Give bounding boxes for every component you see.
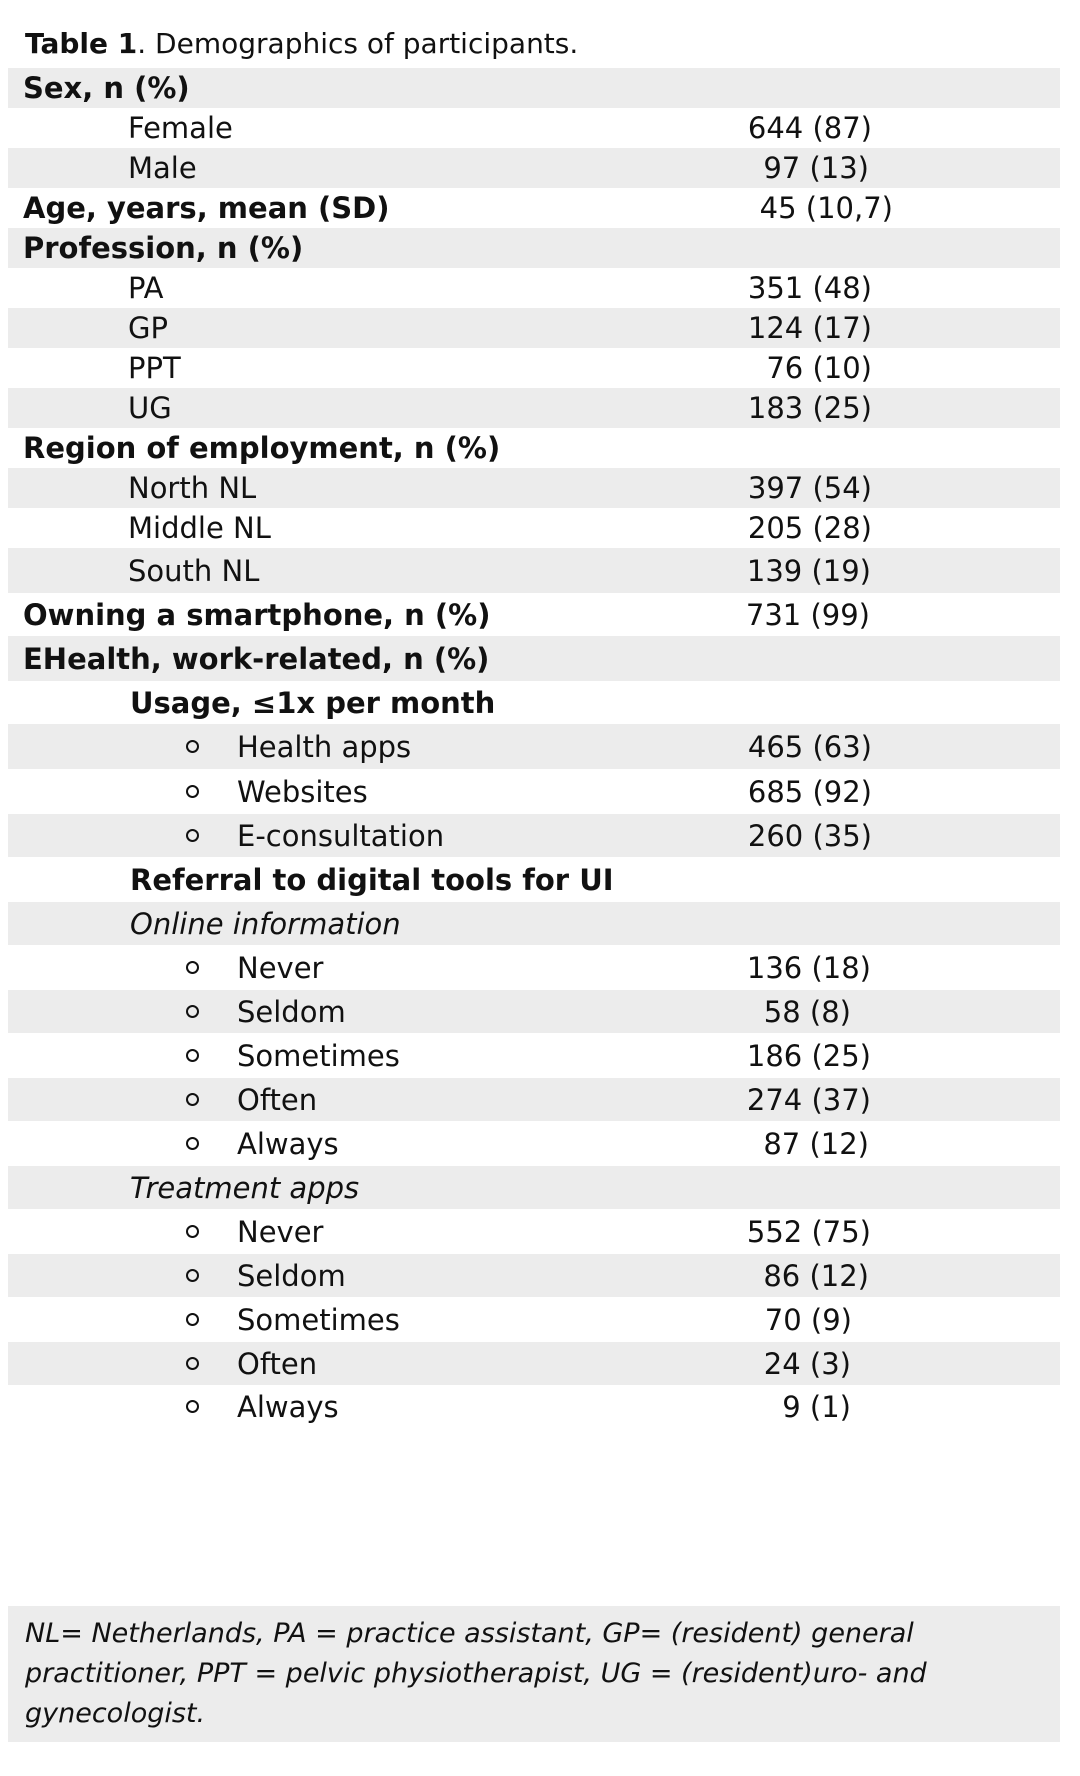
row-value: 397 (54) (747, 471, 872, 505)
row-label: Seldom (237, 1258, 346, 1293)
row-label: UG (128, 391, 172, 425)
row-label: Always (237, 1126, 339, 1161)
row-label: Always (237, 1389, 339, 1424)
row-label: Male (128, 151, 197, 185)
row-value: 76 (10) (766, 351, 872, 385)
row-value: 87 (12) (763, 1126, 869, 1161)
table-row (8, 681, 1060, 724)
row-label: Referral to digital tools for UI (130, 862, 614, 897)
row-value: 552 (75) (746, 1214, 871, 1249)
table-row (8, 1033, 1060, 1078)
row-label: Health apps (237, 729, 412, 764)
table-row (8, 1209, 1060, 1254)
row-value: 9 (1) (782, 1389, 851, 1424)
row-value: 70 (9) (764, 1302, 852, 1337)
row-value: 24 (3) (763, 1346, 851, 1381)
row-label: Sometimes (237, 1038, 400, 1073)
row-label: GP (128, 311, 168, 345)
row-value: 274 (37) (746, 1082, 871, 1117)
row-label: North NL (128, 471, 257, 505)
table-row (8, 68, 1060, 108)
table-row (8, 1121, 1060, 1166)
row-label: Often (237, 1082, 318, 1117)
table-caption-text: . Demographics of participants. (137, 27, 579, 60)
table-row (8, 188, 1060, 228)
row-label: EHealth, work-related, n (%) (23, 641, 490, 676)
table-row (8, 348, 1060, 388)
demographics-table (8, 68, 1060, 1428)
table-row (8, 636, 1060, 681)
row-value: 139 (19) (746, 553, 871, 588)
row-label: Female (128, 111, 233, 145)
table-row (8, 990, 1060, 1033)
table-row (8, 945, 1060, 990)
table-row (8, 428, 1060, 468)
table-caption-label: Table 1 (25, 27, 138, 60)
row-value: 186 (25) (746, 1038, 871, 1073)
row-label: Websites (237, 774, 368, 809)
table-row (8, 508, 1060, 548)
row-label: Treatment apps (130, 1170, 360, 1205)
table-row (8, 1297, 1060, 1342)
table-row (8, 724, 1060, 769)
table-row (8, 1342, 1060, 1385)
table-row (8, 308, 1060, 348)
row-value: 136 (18) (746, 950, 871, 985)
row-value: 45 (10,7) (759, 191, 893, 225)
table-row (8, 1166, 1060, 1209)
row-label: PA (128, 271, 164, 305)
table-row (8, 228, 1060, 268)
row-label: E-consultation (237, 818, 445, 853)
table-row (8, 548, 1060, 593)
row-label: Usage, ≤1x per month (130, 685, 496, 720)
row-label: Profession, n (%) (23, 231, 304, 265)
row-label: Never (237, 1214, 324, 1249)
row-value: 124 (17) (747, 311, 872, 345)
table-row (8, 857, 1060, 902)
row-value: 86 (12) (763, 1258, 869, 1293)
row-value: 97 (13) (763, 151, 869, 185)
table-row (8, 388, 1060, 428)
table-row (8, 814, 1060, 857)
row-label: Often (237, 1346, 318, 1381)
row-value: 205 (28) (747, 511, 872, 545)
table-row (8, 268, 1060, 308)
row-label: South NL (128, 553, 260, 588)
table-row (8, 769, 1060, 814)
table-footnote (8, 1606, 1060, 1742)
table-row (8, 1385, 1060, 1428)
row-label: Online information (130, 906, 401, 941)
row-value: 183 (25) (747, 391, 872, 425)
row-value: 644 (87) (747, 111, 872, 145)
row-label: Sex, n (%) (23, 71, 190, 105)
row-value: 685 (92) (747, 774, 872, 809)
table-caption (25, 24, 578, 64)
table-row (8, 1254, 1060, 1297)
row-label: Region of employment, n (%) (23, 431, 501, 465)
table-row (8, 902, 1060, 945)
row-label: Age, years, mean (SD) (23, 191, 390, 225)
table-row (8, 468, 1060, 508)
row-label: Never (237, 950, 324, 985)
row-value: 351 (48) (747, 271, 872, 305)
row-label: PPT (128, 351, 181, 385)
row-value: 260 (35) (747, 818, 872, 853)
row-label: Sometimes (237, 1302, 400, 1337)
row-label: Seldom (237, 994, 346, 1029)
row-label: Middle NL (128, 511, 271, 545)
row-value: 731 (99) (745, 597, 870, 632)
row-value: 465 (63) (747, 729, 872, 764)
footnote-text: NL= Netherlands, PA = practice assistant, GP= (resident) general practitioner, PPT = pelvic physiotherapist, UG = (resident)uro- and gynecologist. (25, 1618, 927, 1729)
row-value: 58 (8) (763, 994, 851, 1029)
table-row (8, 108, 1060, 148)
table-row (8, 1078, 1060, 1121)
table-row (8, 148, 1060, 188)
table-row (8, 593, 1060, 636)
row-label: Owning a smartphone, n (%) (23, 597, 491, 632)
